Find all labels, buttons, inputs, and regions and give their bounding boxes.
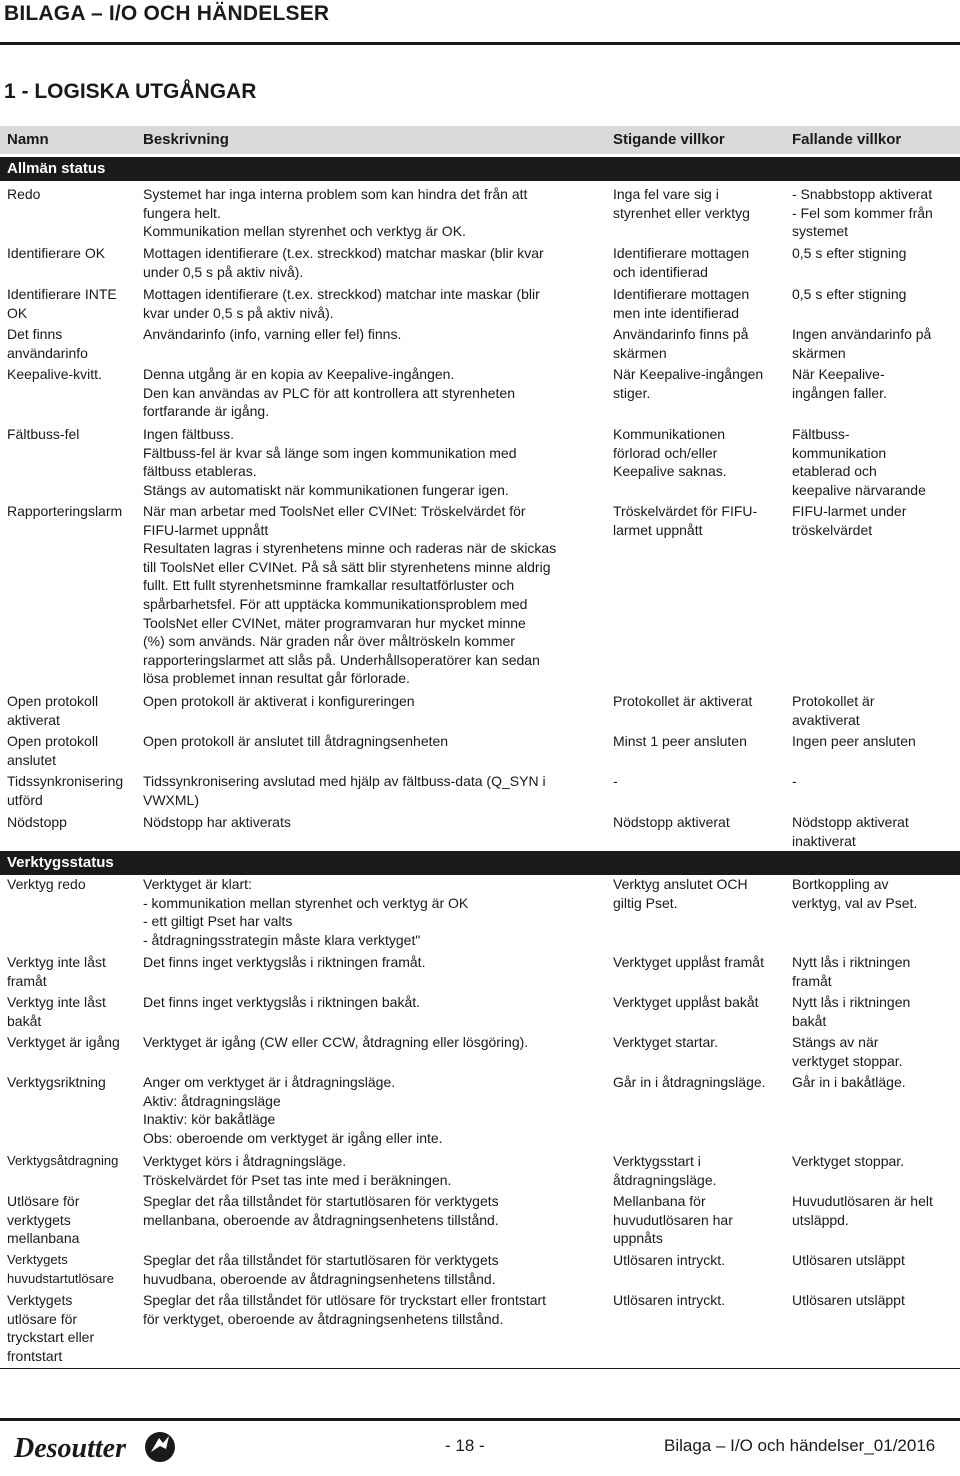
cell-name: Tidssynkronisering utförd bbox=[7, 773, 124, 808]
cell-falling: Fältbuss- kommunikation etablerad och keepalive närvarande bbox=[792, 426, 926, 498]
cell-rising: Verktyget upplåst bakåt bbox=[613, 994, 759, 1010]
group-label: Allmän status bbox=[7, 160, 106, 177]
cell-name: Verktygsriktning bbox=[7, 1074, 106, 1090]
cell-name: Identifierare INTE OK bbox=[7, 286, 117, 321]
cell-description: Verktyget är igång (CW eller CCW, åtdragning eller lösgöring). bbox=[143, 1034, 529, 1050]
section-title: 1 - LOGISKA UTGÅNGAR bbox=[4, 80, 257, 103]
cell-name: Verktyg inte låst framåt bbox=[7, 954, 106, 989]
cell-description: Verktyget är klart: - kommunikation mellan styrenhet och verktyg är OK - ett giltigt Pset har valts - åtdragningsstrategin måste klara verktyget" bbox=[143, 876, 469, 948]
cell-description: Mottagen identifierare (t.ex. streckkod) matchar maskar (blir kvar under 0,5 s på aktiv nivå). bbox=[143, 245, 544, 280]
cell-falling: Huvudutlösaren är helt utsläppd. bbox=[792, 1193, 933, 1228]
cell-falling: När Keepalive- ingången faller. bbox=[792, 366, 887, 401]
desoutter-logo-icon bbox=[10, 1427, 180, 1467]
cell-name: Verktygets utlösare för tryckstart eller frontstart bbox=[7, 1292, 95, 1364]
cell-rising: Identifierare mottagen och identifierad bbox=[613, 245, 750, 280]
cell-name: Rapporteringslarm bbox=[7, 503, 123, 519]
cell-description: Mottagen identifierare (t.ex. streckkod) matchar inte maskar (blir kvar under 0,5 s på aktiv nivå). bbox=[143, 286, 540, 321]
cell-falling: Nödstopp aktiverat inaktiverat bbox=[792, 814, 909, 849]
cell-rising: Utlösaren intryckt. bbox=[613, 1252, 726, 1268]
cell-name: Nödstopp bbox=[7, 814, 67, 830]
cell-name: Verktyg redo bbox=[7, 876, 86, 892]
cell-falling: 0,5 s efter stigning bbox=[792, 245, 907, 261]
cell-name: Utlösare för verktygets mellanbana bbox=[7, 1193, 80, 1247]
cell-falling: Nytt lås i riktningen bakåt bbox=[792, 994, 911, 1029]
cell-name: Redo bbox=[7, 186, 41, 202]
cell-description: Nödstopp har aktiverats bbox=[143, 814, 291, 830]
table-header bbox=[0, 126, 960, 154]
cell-description: Det finns inget verktygslås i riktningen framåt. bbox=[143, 954, 426, 970]
cell-name: Open protokoll aktiverat bbox=[7, 693, 99, 728]
cell-name: Verktyget är igång bbox=[7, 1034, 120, 1050]
cell-rising: - bbox=[613, 773, 618, 789]
cell-rising: Mellanbana för huvudutlösaren har uppnåts bbox=[613, 1193, 733, 1247]
cell-description: Speglar det råa tillståndet för startutlösaren för verktygets huvudbana, oberoende av åtdragningsenhetens tillstånd. bbox=[143, 1252, 499, 1287]
cell-rising: Tröskelvärdet för FIFU- larmet uppnått bbox=[613, 503, 758, 538]
cell-name: Keepalive-kvitt. bbox=[7, 366, 102, 382]
cell-description: Anger om verktyget är i åtdragningsläge. Aktiv: åtdragningsläge Inaktiv: kör bakåtläge Obs: oberoende om verktyget är igång eller inte. bbox=[143, 1074, 443, 1146]
column-header-name: Namn bbox=[7, 131, 49, 148]
group-header-general-status bbox=[0, 157, 960, 181]
cell-rising: Användarinfo finns på skärmen bbox=[613, 326, 749, 361]
cell-description: Denna utgång är en kopia av Keepalive-ingången. Den kan användas av PLC för att kontrollera att styrenheten fortfarande är igång. bbox=[143, 366, 515, 420]
header-divider bbox=[0, 42, 960, 45]
cell-rising: Verktyg anslutet OCH giltig Pset. bbox=[613, 876, 748, 911]
cell-falling: Nytt lås i riktningen framåt bbox=[792, 954, 911, 989]
cell-rising: När Keepalive-ingången stiger. bbox=[613, 366, 764, 401]
cell-description: Speglar det råa tillståndet för utlösare för tryckstart eller frontstart för verktyget, oberoende av åtdragningsenhetens tillstånd. bbox=[143, 1292, 547, 1327]
column-header-description: Beskrivning bbox=[143, 131, 229, 148]
cell-rising: Identifierare mottagen men inte identifierad bbox=[613, 286, 750, 321]
cell-falling: Utlösaren utsläppt bbox=[792, 1252, 905, 1268]
column-header-rising-condition: Stigande villkor bbox=[613, 131, 725, 148]
cell-falling: Går in i bakåtläge. bbox=[792, 1074, 906, 1090]
brand-logo bbox=[10, 1427, 180, 1467]
page-number: - 18 - bbox=[445, 1436, 485, 1455]
cell-falling: FIFU-larmet under tröskelvärdet bbox=[792, 503, 907, 538]
cell-description: Speglar det råa tillståndet för startutlösaren för verktygets mellanbana, oberoende av åtdragningsenhetens tillstånd. bbox=[143, 1193, 499, 1228]
cell-rising: Nödstopp aktiverat bbox=[613, 814, 730, 830]
cell-description: Systemet har inga interna problem som kan hindra det från att fungera helt. Kommunikation mellan styrenhet och verktyg är OK. bbox=[143, 186, 528, 240]
cell-rising: Går in i åtdragningsläge. bbox=[613, 1074, 766, 1090]
cell-rising: Protokollet är aktiverat bbox=[613, 693, 753, 709]
cell-falling: Verktyget stoppar. bbox=[792, 1153, 905, 1169]
cell-description: Open protokoll är anslutet till åtdragningsenheten bbox=[143, 733, 449, 749]
cell-falling: 0,5 s efter stigning bbox=[792, 286, 907, 302]
cell-rising: Kommunikationen förlorad och/eller Keepalive saknas. bbox=[613, 426, 727, 480]
cell-description: Det finns inget verktygslås i riktningen bakåt. bbox=[143, 994, 421, 1010]
cell-rising: Minst 1 peer ansluten bbox=[613, 733, 747, 749]
cell-rising: Verktyget startar. bbox=[613, 1034, 719, 1050]
cell-description: Tidssynkronisering avslutad med hjälp av fältbuss-data (Q_SYN i VWXML) bbox=[143, 773, 546, 808]
cell-name: Verktygsåtdragning bbox=[7, 1153, 119, 1168]
cell-description: Verktyget körs i åtdragningsläge. Tröskelvärdet för Pset tas inte med i beräkningen. bbox=[143, 1153, 452, 1188]
cell-rising: Verktyget upplåst framåt bbox=[613, 954, 764, 970]
group-header-tool-status bbox=[0, 851, 960, 875]
cell-falling: - bbox=[792, 773, 797, 789]
cell-falling: Stängs av när verktyget stoppar. bbox=[792, 1034, 903, 1069]
page-header-title: BILAGA – I/O OCH HÄNDELSER bbox=[4, 2, 330, 25]
cell-name: Open protokoll anslutet bbox=[7, 733, 99, 768]
document-reference: Bilaga – I/O och händelser_01/2016 bbox=[664, 1436, 936, 1455]
cell-falling: Protokollet är avaktiverat bbox=[792, 693, 875, 728]
column-header-falling-condition: Fallande villkor bbox=[792, 131, 902, 148]
cell-rising: Inga fel vare sig i styrenhet eller verktyg bbox=[613, 186, 750, 221]
cell-rising: Utlösaren intryckt. bbox=[613, 1292, 726, 1308]
cell-name: Verktygets huvudstartutlösare bbox=[7, 1252, 114, 1286]
group-label: Verktygsstatus bbox=[7, 854, 114, 871]
cell-name: Verktyg inte låst bakåt bbox=[7, 994, 106, 1029]
cell-falling: Bortkoppling av verktyg, val av Pset. bbox=[792, 876, 918, 911]
cell-description: När man arbetar med ToolsNet eller CVINet: Tröskelvärdet för FIFU-larmet uppnått Resultaten lagras i styrenhetens minne och raderas när de skickas till ToolsNet eller CVINet. På så sätt blir styrenhetens minne aldrig fullt. Ett fullt styrenhetsminne framkallar resultatförluster och spårbarhetsfel. För att upptäcka kommunikationsproblem med ToolsNet eller CVINet, mäter programvaran hur mycket minne (%) som används. När graden når över måltröskeln kommer rapporteringslarmet att slås på. Underhållsoperatörer kan sedan lösa problemet innan resultat går förlorade. bbox=[143, 503, 557, 687]
cell-falling: Ingen peer ansluten bbox=[792, 733, 916, 749]
cell-falling: - Snabbstopp aktiverat - Fel som kommer från systemet bbox=[792, 186, 933, 240]
cell-name: Fältbuss-fel bbox=[7, 426, 80, 442]
table-bottom-rule bbox=[0, 1368, 960, 1369]
cell-name: Identifierare OK bbox=[7, 245, 106, 261]
footer-divider bbox=[0, 1418, 960, 1421]
logo-wordmark: Desoutter bbox=[14, 1433, 126, 1464]
cell-description: Användarinfo (info, varning eller fel) finns. bbox=[143, 326, 402, 342]
cell-description: Open protokoll är aktiverat i konfigureringen bbox=[143, 693, 415, 709]
cell-description: Ingen fältbuss. Fältbuss-fel är kvar så länge som ingen kommunikation med fältbuss etableras. Stängs av automatiskt när kommunikationen fungerar igen. bbox=[143, 426, 517, 498]
cell-falling: Ingen användarinfo på skärmen bbox=[792, 326, 932, 361]
cell-rising: Verktygsstart i åtdragningsläge. bbox=[613, 1153, 717, 1188]
cell-name: Det finns användarinfo bbox=[7, 326, 88, 361]
cell-falling: Utlösaren utsläppt bbox=[792, 1292, 905, 1308]
